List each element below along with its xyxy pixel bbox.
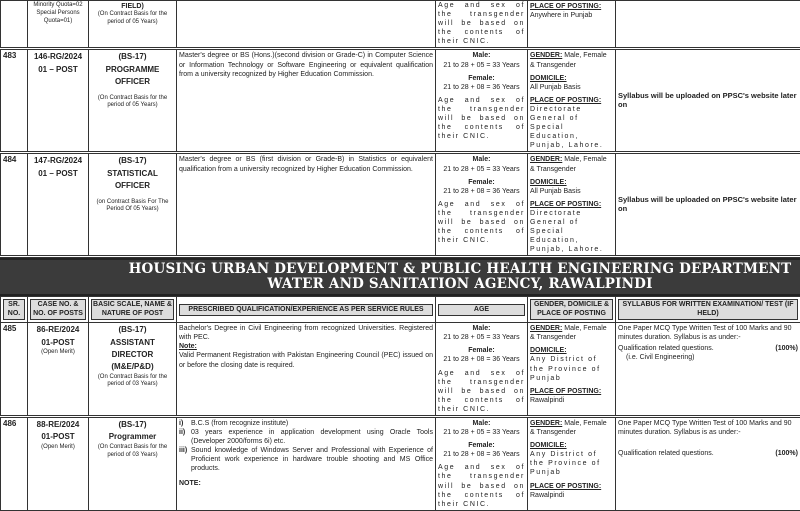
post-cell (89, 416, 177, 510)
female-age: 21 to 28 + 08 = 36 Years (438, 187, 525, 196)
posting-value: Rawalpindi (530, 491, 613, 500)
note-label: Note: (179, 342, 433, 351)
syllabus-percent: (100%) (775, 344, 798, 353)
female-age: 21 to 28 + 08 = 36 Years (438, 83, 525, 92)
post-cell (89, 1, 177, 49)
syllabus-item: Qualification related questions. (618, 450, 714, 457)
age-note: Age and sex of the transgender will be based on the contents of their CNIC. (438, 463, 525, 508)
posting-label: PLACE OF POSTING: (530, 387, 613, 396)
syllabus-item: Qualification related questions. (618, 345, 714, 352)
post-count: 01 – POST (30, 64, 86, 76)
case-no: 146-RG/2024 (30, 51, 86, 63)
syllabus: Syllabus will be uploaded on PPSC's website later on (616, 49, 800, 153)
scale: (BS-17) (91, 155, 174, 167)
contract-text: (On Contract Basis for the period of 03 Years) (91, 444, 174, 460)
syllabus-percent: (100%) (775, 449, 798, 458)
posting-label: PLACE OF POSTING: (530, 200, 613, 209)
merit-text: (Open Merit) (30, 444, 86, 452)
qualification (177, 323, 436, 417)
table-row (1, 416, 800, 510)
case-no: 86-RE/2024 (30, 324, 86, 336)
syllabus-cell (616, 416, 800, 510)
posting-value: Anywhere in Punjab (530, 11, 613, 20)
gender-label: GENDER: (530, 52, 562, 59)
domicile-label: DOMICILE: (530, 441, 613, 450)
qualification-item: Sound knowledge of Windows Server and Professional with Experience of Proficient work experience in hardware trouble shooting and MS Office products. (191, 446, 433, 473)
age-note (436, 1, 528, 49)
female-label: Female: (438, 74, 525, 83)
case-cell (28, 49, 89, 153)
table-row (1, 49, 800, 153)
note-text: Valid Permanent Registration with Pakistan Engineering Council (PEC) issued on or before the closing date is required. (179, 351, 433, 369)
post-count: 01 – POST (30, 168, 86, 180)
post-name: PROGRAMME OFFICER (91, 64, 174, 89)
qualification: Master's degree or BS (first division or Grade-B) in Statistics or equivalent qualification from a university recognized by Higher Education Commission. (177, 153, 436, 257)
syllabus-intro: One Paper MCQ Type Written Test of 100 Marks and 90 minutes duration. Syllabus is as under:- (618, 324, 798, 342)
male-age: 21 to 28 + 05 = 33 Years (438, 428, 525, 437)
domicile-value: All Punjab Basis (530, 187, 613, 196)
scale: (BS-17) (91, 419, 174, 431)
header-age: AGE (438, 304, 525, 316)
posting-value: Directorate General of Special Education, Punjab, Lahore. (530, 105, 613, 150)
syllabus-cell (616, 323, 800, 417)
note-label: NOTE: (179, 479, 433, 488)
gender-label: GENDER: (530, 325, 562, 332)
syllabus-detail: (i.e. Civil Engineering) (618, 353, 798, 362)
quota-text: Minority Quota=02 (30, 2, 86, 10)
female-label: Female: (438, 178, 525, 187)
contract-text: (On Contract Basis for the period of 03 Years) (91, 374, 174, 390)
post-name: ASSISTANT DIRECTOR (M&E/P&D) (91, 337, 174, 374)
age-note: Age and sex of the transgender will be based on the contents of their CNIC. (438, 96, 525, 141)
domicile-label: DOMICILE: (530, 178, 613, 187)
domicile-value: Any District of the Province of Punjab (530, 355, 613, 382)
posting-value: Rawalpindi (530, 396, 613, 405)
age-cell (436, 323, 528, 417)
posting-label: PLACE OF POSTING: (530, 96, 613, 105)
male-label: Male: (438, 155, 525, 164)
qualification-text: Bachelor's Degree in Civil Engineering from recognized Universities. Registered with PEC. (179, 324, 433, 342)
gender-cell (528, 49, 616, 153)
female-age: 21 to 28 + 08 = 36 Years (438, 355, 525, 364)
posting-value: Directorate General of Special Education, Punjab, Lahore. (530, 209, 613, 254)
posting-cell (528, 1, 616, 49)
posting-label: PLACE OF POSTING: (530, 482, 613, 491)
age-note: Age and sex of the transgender will be based on the contents of their CNIC. (438, 369, 525, 414)
item-number: ii) (179, 428, 191, 446)
female-age: 21 to 28 + 08 = 36 Years (438, 450, 525, 459)
case-cell (28, 1, 89, 49)
sr-no: 485 (1, 323, 28, 417)
sr-no: 483 (1, 49, 28, 153)
department-banner (0, 258, 800, 296)
header-row (1, 297, 800, 323)
post-count: 01-POST (30, 337, 86, 349)
male-age: 21 to 28 + 05 = 33 Years (438, 333, 525, 342)
age-cell (436, 153, 528, 257)
sr-no: 484 (1, 153, 28, 257)
banner-subtitle: WATER AND SANITATION AGENCY, RAWALPINDI (120, 277, 800, 292)
qualification-item: B.C.S (from recognize institute) (191, 419, 288, 428)
banner-title: HOUSING URBAN DEVELOPMENT & PUBLIC HEALTH ENGINEERING DEPARTMENT (120, 262, 800, 277)
quota-text: Quota=01) (30, 18, 86, 26)
post-cell (89, 49, 177, 153)
domicile-label: DOMICILE: (530, 74, 613, 83)
gender-value: Male, Female & Transgender (530, 156, 607, 172)
age-note: Age and sex of the transgender will be based on the contents of their CNIC. (438, 200, 525, 245)
jobs-table-bottom (0, 296, 800, 510)
scale: (BS-17) (91, 324, 174, 336)
post-name: FIELD) (91, 2, 174, 11)
gender-cell (528, 323, 616, 417)
contract-text: (on Contract Basis For The Period Of 05 Years) (91, 199, 174, 215)
item-number: i) (179, 419, 191, 428)
gender-cell (528, 153, 616, 257)
male-label: Male: (438, 324, 525, 333)
qualification: Master's degree or BS (Hons.)(second division or Grade-C) in Computer Science or Information Technology or Software Engineering or equivalent qualification from a university recognized by Higher Education Commission. (177, 49, 436, 153)
merit-text: (Open Merit) (30, 349, 86, 357)
female-label: Female: (438, 441, 525, 450)
syllabus: Syllabus will be uploaded on PPSC's website later on (616, 153, 800, 257)
post-name: Programmer (91, 431, 174, 443)
case-no: 147-RG/2024 (30, 155, 86, 167)
scale: (BS-17) (91, 51, 174, 63)
age-cell (436, 416, 528, 510)
post-cell (89, 153, 177, 257)
gender-cell (528, 416, 616, 510)
gender-value: Male, Female & Transgender (530, 52, 607, 68)
age-cell (436, 49, 528, 153)
domicile-value: Any District of the Province of Punjab (530, 450, 613, 477)
age-note-text: Age and sex of the transgender will be based on the contents of their CNIC. (438, 2, 525, 45)
table-row (1, 153, 800, 257)
post-count: 01-POST (30, 431, 86, 443)
header-qualification: PRESCRIBED QUALIFICATION/EXPERIENCE AS PER SERVICE RULES (179, 304, 433, 316)
male-label: Male: (438, 419, 525, 428)
header-sr: SR. NO. (3, 299, 25, 320)
table-row (1, 1, 800, 49)
case-no: 88-RE/2024 (30, 419, 86, 431)
qualification-item: 03 years experience in application development using Oracle Tools (Developer 2000/forms 6i) etc. (191, 428, 433, 446)
gender-value: Male, Female & Transgender (530, 325, 607, 341)
case-cell (28, 416, 89, 510)
gender-value: Male, Female & Transgender (530, 420, 607, 436)
male-age: 21 to 28 + 05 = 33 Years (438, 165, 525, 174)
gender-label: GENDER: (530, 156, 562, 163)
post-cell (89, 323, 177, 417)
male-label: Male: (438, 51, 525, 60)
case-cell (28, 153, 89, 257)
syllabus-intro: One Paper MCQ Type Written Test of 100 Marks and 90 minutes duration. Syllabus is as under:- (618, 419, 798, 437)
header-gender: GENDER, DOMICILE & PLACE OF POSTING (530, 299, 613, 320)
item-number: iii) (179, 446, 191, 473)
header-case: CASE NO. & NO. OF POSTS (30, 299, 86, 320)
post-name: STATISTICAL OFFICER (91, 168, 174, 193)
sr-no: 486 (1, 416, 28, 510)
female-label: Female: (438, 346, 525, 355)
header-syllabus: SYLLABUS FOR WRITTEN EXAMINATION/ TEST (IF HELD) (618, 299, 798, 320)
table-row (1, 323, 800, 417)
gender-label: GENDER: (530, 420, 562, 427)
male-age: 21 to 28 + 05 = 33 Years (438, 61, 525, 70)
case-cell (28, 323, 89, 417)
quota-text: Special Persons (30, 10, 86, 18)
domicile-value: All Punjab Basis (530, 83, 613, 92)
header-scale: BASIC SCALE, NAME & NATURE OF POST (91, 299, 174, 320)
contract-text: (On Contract Basis for the period of 05 Years) (91, 95, 174, 111)
domicile-label: DOMICILE: (530, 346, 613, 355)
posting-label: PLACE OF POSTING: (530, 2, 613, 11)
qualification (177, 416, 436, 510)
contract-text: (On Contract Basis for the period of 05 Years) (91, 11, 174, 27)
